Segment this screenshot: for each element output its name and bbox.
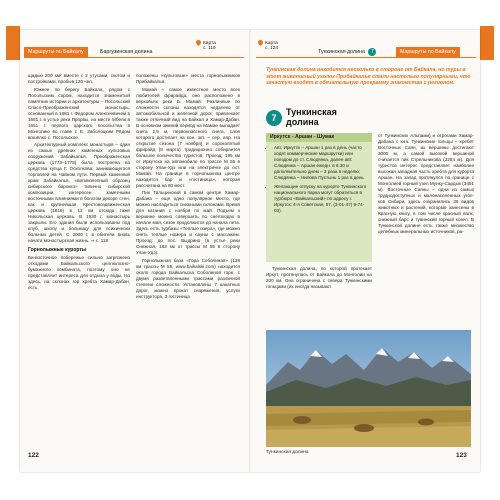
paragraph: Архитектурный комплекс монастыря – один из самых древних каменных культовых сооружений Забайкалья. Преображенская церковь (1773–1778) была построена на средства купца Г. Осколкова, занимающегося торговлей на Чайном пути. Первый каменный храм Забайкалья, «великолепный образец сибирского барокко» типично сибирской композиции, интересен заметными восточными влияниями в богатом декоре стен, как и крупнейшая Крестовоздвиженская церковь (1819) в 12 км отсюда таже Никольская церковь. В 1930 г. монастырь закрыли. Его здания были использованы под клуб, школу и больницу для психически больных детей. С 2000 г. в обители вновь начата монастырская жизнь. ⇒ с. 118 (28, 142, 130, 244)
left-section-tab: Маршруты по Байкалу (24, 47, 88, 57)
right-map-ref: Карта с. 124 (258, 40, 278, 52)
paragraph: Мамай – самое известное место всех любителей фрирайда, оно расположено в верховьях реки Б. Мамай. Различные по сложности склоны находятся недалеко от автомобильной и железной дорог, привлекает также отличный вид на Байкал и Хамар-Дабан. В основном зимний период на Мамае выпадает снега 2,5 м, первоклассного снега, слоя которого достигает на кон. окт. – сер. апр. На открытие сезона (7 ноября) и сорокопятый фрирайд (8 марта) традиционно собирается большое количество туристов. Проезд: 195 км от Иркутска на автомобиле по трассе М 55 в сторону Улан-Удэ или на электричке до ост. Мамай. На границе в горнолыжном центре находится бар и «гостиница», которая рассчитана на 80 мест. (136, 86, 240, 188)
left-map-ref: Карта с. 119 (196, 40, 216, 52)
section-number-badge: 7 (266, 110, 282, 126)
paragraph: Горнолыжная база «Гора Соболиная» (138 км трассы М 55, www.baikalski.com) находится около города Байкальска Соболиной горе, с двумя разветвленными трассами различной степени сложности. Установлены 7 канатных дорог, можно прокат снаряжения, услуги инструктора, 3 гостиница. (136, 257, 240, 299)
left-page (20, 30, 250, 472)
right-column (378, 133, 474, 237)
section-heading: Горнолыжные курорты (28, 247, 87, 254)
map-pin-icon (257, 39, 264, 46)
left-column-bottom (266, 266, 372, 292)
list-item: • Желающие отпуску на курорте Тункинского национального парка могут обратиться в турбюро «Байкальский» по адресу г. Иркутск: 4-я Советская, 57, (3-01-47) 9-74-03). (274, 184, 368, 214)
chapter-lead: Тункинская долина находится несколько в стороне от Байкала, но туры в этот живописный уголок Прибайкалья стали настолько популярными, что зачастую входят в обязательную программу знакомства с регионом. (266, 67, 471, 87)
paragraph: положены «культовые» места горнолыжников Прибайкалья. (136, 73, 240, 84)
left-edge-tab (6, 26, 20, 60)
left-column-2 (136, 73, 240, 301)
book-spread (20, 30, 480, 472)
left-header-rule (24, 57, 244, 58)
photo-caption: Тункинская долина (266, 450, 309, 455)
paragraph: щадью 200 км² вместе с 2 утусами, скотом и постройками, пробыв 120 чел. (28, 73, 130, 84)
right-section-tab: Маршруты по Байкалу (396, 47, 460, 57)
valley-photo (266, 330, 471, 447)
paragraph: Би-восточное побережье сильно загрязнено отходами Байкальского целлюлозно-бумажного комбината, поэтому оно не представляет интереса для отдыха у воды. Но здесь, на склонах гор хребта Хамар-Дабан, есть (28, 254, 130, 290)
map-pin-icon (195, 39, 202, 46)
right-page-number: 123 (456, 452, 467, 459)
left-subtitle: Баргузинская долина (100, 49, 153, 55)
left-page-number: 122 (28, 452, 39, 459)
paragraph: Пик Тальцинский в самом центре Хамар-Дабана – еще одно популярное место, где можно насладиться снежными склонами. Время для катания с ноября по май. Подъем к вершине можно совершить по снегоходах в начале мая, сезон продолжится до начала лета. Здесь есть турбазы «Теплые озера», где можно снять теплые номера и сауны с массажем. Проезд: до пос. Выдрино (в устье реки Снежная, 183 км от трассы М 55 в сторону Улан-Удэ). (136, 190, 240, 256)
right-edge-tab (480, 26, 494, 60)
paragraph: от Тункинских Альпами) и отрогами Хамар-Дабана с юга. Тункинские гольцы – хребет Восточных Саян, их вершины достигают 3000 м, а самой высокой вершиной считается пик Стрельникова (3284 м). Для туристов интерес представляет наиболее высокая западная часть хребта для курорта Аршан. На запад протянулся по границе с Монголией горный узел Мунку-Сардык (3491 м). Восточные Саяны – одни из самых труднодоступных и малонаселенных угол-ков Сибири, здесь сохранились 36 видов животных и растений, которые занесены в Красную книгу, в том числе красный волк, снежный барс и тувинский горный козел. В Тункинской долине есть также множество целебных минеральных источников, ра- (378, 133, 474, 234)
right-page (250, 30, 480, 472)
route-info-box (266, 133, 372, 262)
left-column-1 (28, 73, 130, 292)
right-header-rule (256, 57, 476, 58)
route-marker-icon: 7 (368, 48, 376, 56)
list-item: • Авт. Иркутск – Аршан 1 раз в день (часто ходят коммерческие маршрутки) или поездом до ст. Слюдянка, далее авт. Слюдянка – Аршан ежедн. в 8.30 и дополнительно днем – 3 раза в неделю; Слюдянка – Нилова Пустынь 1 раз в день (274, 145, 368, 182)
paragraph: Тункинская долина, по которой протекает Иркут, протянулась от Байкала до Монголии на 200 км. Она ограничена с севера Тункинскими гольцами (их иногда называют (266, 266, 372, 289)
paragraph: Южнее по берегу Байкала, рядом с Посольским сором, находится знаменитый памятник истории и архитектуры – Посольский Спасо-Преображенский монастырь, основанный в 1681 г. Федором Алексеевичем в 1681 г. в устье реки Прорвы, на месте гибели в 1651 г. первого царского посольства в Монголию во главе с Е. Заболоцким Рёдом вошёлко с. Посольское. (28, 86, 130, 140)
info-box-title: Иркутск - Аршан - Шумак (266, 133, 372, 142)
section-title: Тункинская долина (286, 107, 337, 127)
info-box-list (266, 145, 372, 214)
right-subtitle: Тункинская долина 7 (318, 47, 376, 57)
